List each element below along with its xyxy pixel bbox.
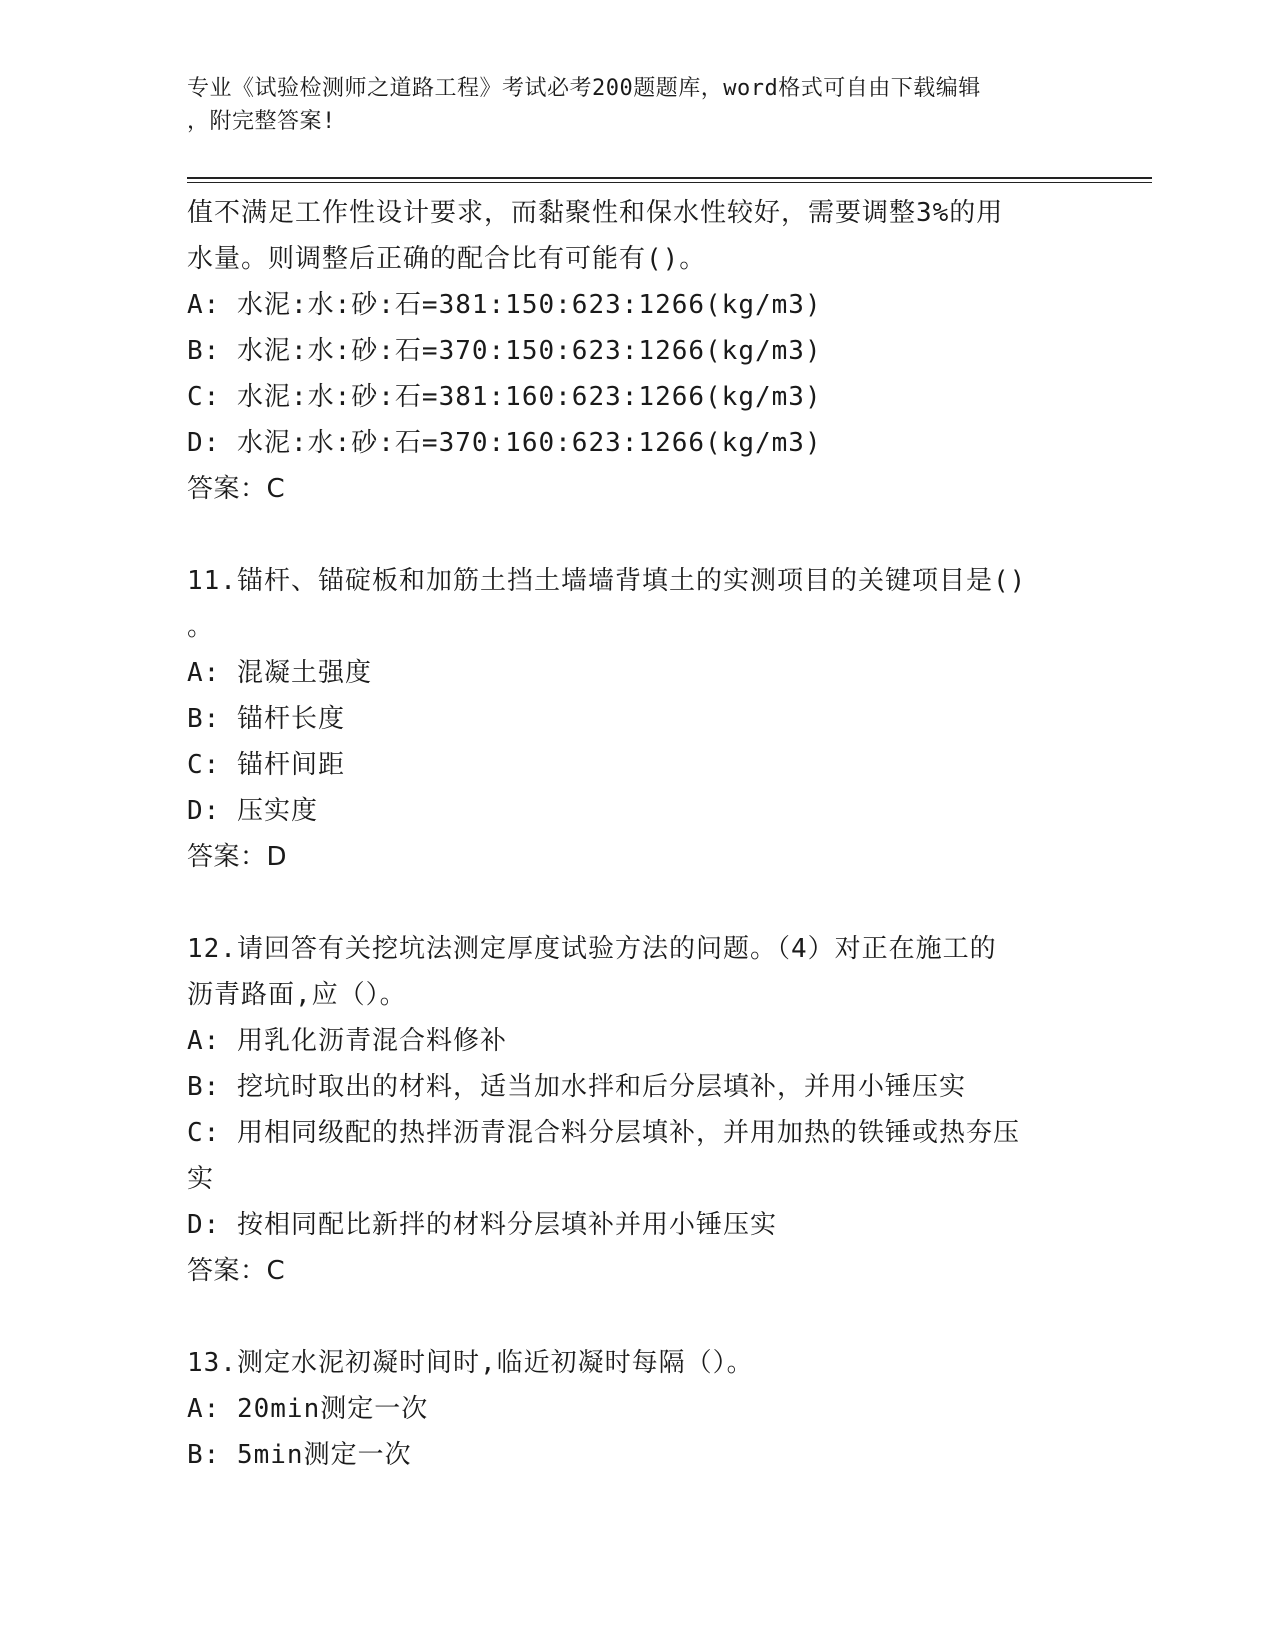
- header-divider-thick: [187, 177, 1152, 179]
- question-10-option-a: A: 水泥:水:砂:石=381:150:623:1266(kg/m3): [187, 290, 822, 320]
- question-10-option-c: C: 水泥:水:砂:石=381:160:623:1266(kg/m3): [187, 382, 822, 412]
- question-13-text-line-1: 13.测定水泥初凝时间时,临近初凝时每隔（）。: [187, 1348, 754, 1378]
- header-divider-thin: [187, 182, 1152, 183]
- header-title-line-1: 专业《试验检测师之道路工程》考试必考200题题库，word格式可自由下载编辑: [187, 76, 981, 101]
- question-11-text-line-1: 11.锚杆、锚碇板和加筋土挡土墙墙背填土的实测项目的关键项目是(): [187, 566, 1027, 596]
- question-12-text-line-2: 沥青路面,应（）。: [187, 980, 407, 1010]
- question-12-option-c-line-1: C: 用相同级配的热拌沥青混合料分层填补，并用加热的铁锤或热夯压: [187, 1118, 1020, 1148]
- question-12: [187, 926, 1087, 1294]
- spacer: [187, 1294, 1087, 1340]
- question-10-option-d: D: 水泥:水:砂:石=370:160:623:1266(kg/m3): [187, 428, 822, 458]
- question-11-text-line-2: 。: [187, 612, 215, 642]
- question-11-option-d: D: 压实度: [187, 796, 318, 826]
- question-10-option-b: B: 水泥:水:砂:石=370:150:623:1266(kg/m3): [187, 336, 822, 366]
- question-10-text-line-1: 值不满足工作性设计要求，而黏聚性和保水性较好，需要调整3%的用: [187, 198, 1004, 228]
- question-13-option-a: A: 20min测定一次: [187, 1394, 429, 1424]
- header-title-line-2: ，附完整答案!: [187, 109, 336, 134]
- question-12-option-b: B: 挖坑时取出的材料，适当加水拌和后分层填补，并用小锤压实: [187, 1072, 966, 1102]
- spacer: [187, 880, 1087, 926]
- question-10-answer: 答案：C: [187, 474, 286, 504]
- question-12-option-a: A: 用乳化沥青混合料修补: [187, 1026, 507, 1056]
- question-11-option-b: B: 锚杆长度: [187, 704, 345, 734]
- question-10-text-line-2: 水量。则调整后正确的配合比有可能有()。: [187, 244, 707, 274]
- question-11: [187, 558, 1087, 880]
- question-12-option-c-line-2: 实: [187, 1164, 215, 1194]
- question-13: [187, 1340, 1087, 1478]
- question-10: [187, 190, 1087, 512]
- spacer: [187, 512, 1087, 558]
- question-12-text-line-1: 12.请回答有关挖坑法测定厚度试验方法的问题。（4）对正在施工的: [187, 934, 997, 964]
- question-content: [187, 190, 1087, 1478]
- question-11-option-a: A: 混凝土强度: [187, 658, 372, 688]
- question-12-option-d: D: 按相同配比新拌的材料分层填补并用小锤压实: [187, 1210, 777, 1240]
- question-11-option-c: C: 锚杆间距: [187, 750, 345, 780]
- question-13-option-b: B: 5min测定一次: [187, 1440, 412, 1470]
- document-header: [187, 72, 1067, 138]
- question-12-answer: 答案：C: [187, 1256, 286, 1286]
- question-11-answer: 答案：D: [187, 842, 288, 872]
